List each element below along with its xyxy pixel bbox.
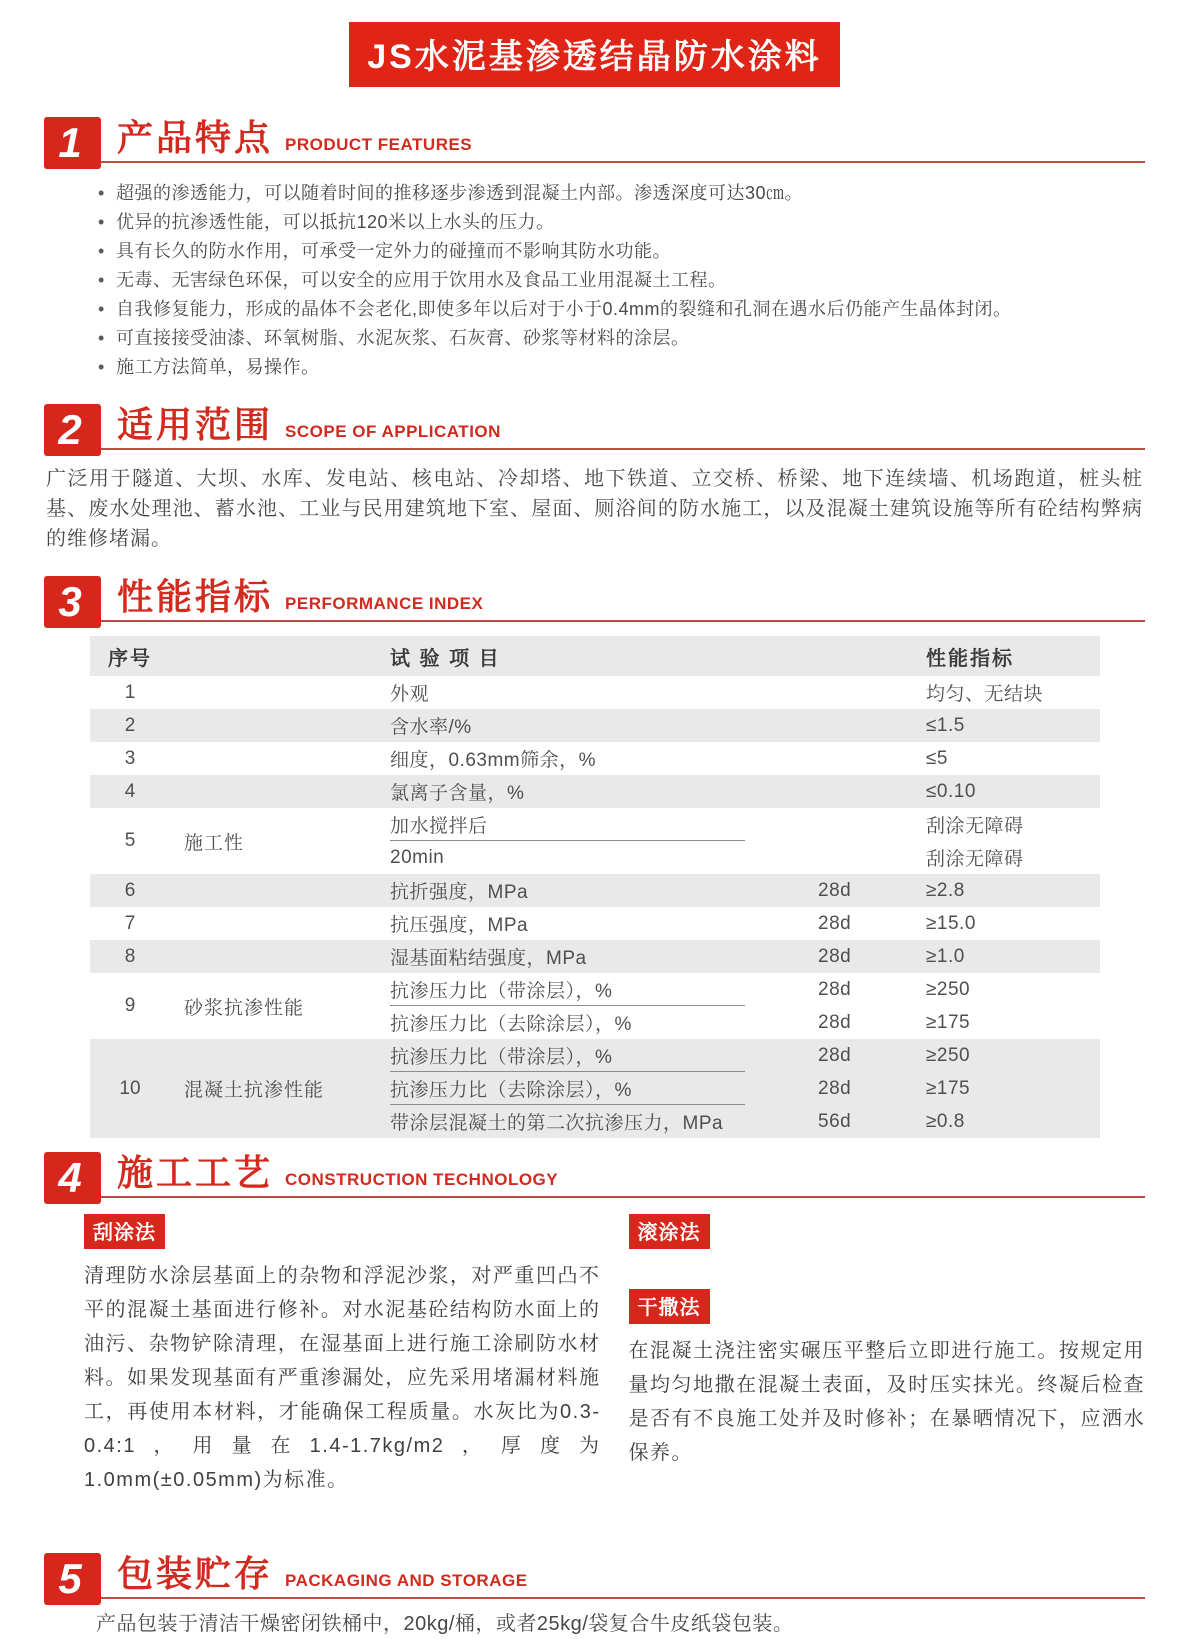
section-header-packaging — [44, 1553, 1145, 1602]
table-subrow — [360, 1072, 1100, 1105]
section-title-row — [101, 1152, 1145, 1198]
section-title-row — [101, 404, 1145, 450]
section-subtitle: PRODUCT FEATURES — [285, 135, 473, 154]
cell-test-item: 加水搅拌后 — [360, 808, 800, 841]
table-subrow — [360, 841, 1100, 874]
cell-index-value: ≥250 — [926, 978, 971, 1000]
cell-test-item: 含水率/% — [390, 717, 472, 738]
section-title: 包装贮存 — [117, 1553, 274, 1594]
section-subtitle: PERFORMANCE INDEX — [285, 594, 484, 613]
cell-age — [800, 808, 900, 841]
feature-item: • 可直接接受油漆、环氧树脂、水泥灰浆、石灰膏、砂浆等材料的涂层。 — [96, 324, 1145, 353]
table-row — [90, 874, 1100, 907]
table-subrow — [360, 1105, 1100, 1138]
performance-table-body — [90, 676, 1100, 1138]
cell-index-value: 均匀、无结块 — [926, 684, 1044, 705]
page-title: JS水泥基渗透结晶防水涂料 — [349, 22, 840, 87]
section-number-badge: 5 — [44, 1553, 101, 1605]
row-lines — [360, 874, 1100, 907]
cell-test-item: 抗渗压力比（去除涂层），% — [390, 1014, 632, 1035]
method-description: 在混凝土浇注密实碾压平整后立即进行施工。按规定用量均匀地撒在混凝土表面，及时压实抹光。终凝后检查是否有不良施工处并及时修补；在暴晒情况下，应洒水保养。 — [628, 1340, 1145, 1464]
section-title: 性能指标 — [117, 576, 274, 617]
table-subrow — [360, 940, 1100, 973]
cell-index-value: ≥0.8 — [926, 1110, 965, 1132]
cell-row-number: 2 — [124, 714, 136, 736]
cell-age: 56d — [818, 1110, 852, 1132]
cell-age: 28d — [818, 1044, 852, 1066]
table-row — [90, 940, 1100, 973]
feature-item: • 优异的抗渗透性能，可以抵抗120米以上水头的压力。 — [96, 208, 1145, 237]
table-row — [90, 742, 1100, 775]
section-header-performance — [44, 576, 1145, 625]
table-subrow — [360, 1006, 1100, 1039]
cell-row-number: 10 — [119, 1077, 141, 1099]
method-roll — [629, 1214, 1146, 1249]
cell-test-item: 抗折强度，MPa — [390, 882, 529, 903]
cell-age: 28d — [818, 879, 852, 901]
row-lines — [360, 709, 1100, 742]
cell-test-item: 抗渗压力比（带涂层），% — [360, 973, 800, 1006]
method-badge: 刮涂法 — [84, 1214, 165, 1249]
section-number-badge: 1 — [44, 117, 101, 169]
section-number-badge: 2 — [44, 404, 101, 456]
cell-test-item: 抗渗压力比（带涂层），% — [360, 1039, 800, 1072]
section-subtitle: CONSTRUCTION TECHNOLOGY — [285, 1170, 559, 1189]
section-title-row — [101, 117, 1145, 163]
cell-test-item: 外观 — [390, 684, 430, 705]
construction-columns — [84, 1214, 1145, 1537]
table-row — [90, 676, 1100, 709]
cell-row-number: 3 — [124, 747, 136, 769]
row-lines — [360, 1039, 1100, 1138]
cell-age: 28d — [818, 945, 852, 967]
cell-group-label: 施工性 — [184, 832, 245, 854]
row-lines — [360, 775, 1100, 808]
row-lines — [360, 676, 1100, 709]
row-lines — [360, 940, 1100, 973]
section-subtitle: SCOPE OF APPLICATION — [285, 422, 501, 441]
section-header-construction — [44, 1152, 1145, 1201]
cell-row-number: 4 — [124, 780, 136, 802]
section-number-badge: 4 — [44, 1152, 101, 1204]
cell-age — [800, 775, 900, 808]
cell-index-value: ≥1.0 — [926, 945, 965, 967]
section-title: 适用范围 — [117, 404, 274, 445]
header-no: 序号 — [108, 647, 152, 670]
table-subrow — [360, 676, 1100, 709]
packaging-paragraph: 产品包装于清洁干燥密闭铁桶中，20kg/桶，或者25kg/袋复合牛皮纸袋包装。 — [96, 1613, 794, 1635]
section-header-scope — [44, 404, 1145, 453]
cell-age — [800, 841, 900, 874]
cell-row-number: 8 — [124, 945, 136, 967]
product-datasheet — [0, 22, 1189, 1635]
cell-group-label: 砂浆抗渗性能 — [184, 997, 305, 1019]
table-row — [90, 1039, 1100, 1138]
table-row — [90, 808, 1100, 874]
table-subrow — [360, 742, 1100, 775]
table-subrow — [360, 808, 1100, 841]
cell-age: 28d — [818, 1011, 852, 1033]
cell-age — [800, 742, 900, 775]
cell-index-value: ≥175 — [926, 1077, 971, 1099]
cell-index-value: ≤5 — [926, 747, 948, 769]
method-dry-sprinkle — [629, 1289, 1146, 1470]
section-header-features — [44, 117, 1145, 166]
row-lines — [360, 973, 1100, 1039]
cell-age — [800, 709, 900, 742]
section-title-row — [101, 1553, 1145, 1599]
construction-left-column — [84, 1214, 601, 1537]
cell-row-number: 1 — [124, 681, 136, 703]
cell-row-number: 7 — [124, 912, 136, 934]
cell-test-item: 细度，0.63mm筛余，% — [390, 750, 597, 771]
cell-index-value: ≥15.0 — [926, 912, 976, 934]
row-lines — [360, 808, 1100, 874]
cell-index-value: ≥175 — [926, 1011, 971, 1033]
cell-row-number: 9 — [124, 995, 136, 1016]
cell-index-value: ≥250 — [926, 1044, 971, 1066]
row-lines — [360, 742, 1100, 775]
feature-item: • 超强的渗透能力，可以随着时间的推移逐步渗透到混凝土内部。渗透深度可达30㎝。 — [96, 179, 1145, 208]
feature-item: • 自我修复能力，形成的晶体不会老化,即使多年以后对于小于0.4mm的裂缝和孔洞在遇水后仍能产生晶体封闭。 — [96, 295, 1145, 324]
section-number-badge: 3 — [44, 576, 101, 628]
features-list — [96, 179, 1145, 382]
table-subrow — [360, 907, 1100, 940]
method-badge: 滚涂法 — [629, 1214, 710, 1249]
performance-table — [90, 636, 1100, 1138]
cell-age — [800, 676, 900, 709]
cell-index-value: 刮涂无障碍 — [926, 849, 1024, 870]
row-lines — [360, 907, 1100, 940]
cell-test-item: 抗压强度，MPa — [390, 915, 529, 936]
table-row — [90, 709, 1100, 742]
table-subrow — [360, 1039, 1100, 1072]
table-subrow — [360, 709, 1100, 742]
header-test-item: 试 验 项 目 — [390, 647, 501, 670]
cell-index-value: ≥2.8 — [926, 879, 965, 901]
header-age-spacer — [800, 636, 900, 676]
header-index: 性能指标 — [926, 647, 1014, 670]
table-subrow — [360, 973, 1100, 1006]
section-title: 产品特点 — [117, 117, 274, 158]
feature-item: • 具有长久的防水作用，可承受一定外力的碰撞而不影响其防水功能。 — [96, 237, 1145, 266]
cell-group-label: 混凝土抗渗性能 — [184, 1080, 325, 1101]
table-header-row — [90, 636, 1100, 676]
scope-paragraph: 广泛用于隧道、大坝、水库、发电站、核电站、冷却塔、地下铁道、立交桥、桥梁、地下连续墙、机场跑道，桩头桩基、废水处理池、蓄水池、工业与民用建筑地下室、屋面、厕浴间的防水施工，以及混凝土建筑设施等所有砼结构弊病的维修堵漏。 — [46, 468, 1143, 550]
method-scrape — [84, 1214, 601, 1497]
cell-test-item: 湿基面粘结强度，MPa — [390, 948, 587, 969]
cell-index-value: ≤0.10 — [926, 780, 976, 802]
table-row — [90, 907, 1100, 940]
feature-item: • 无毒、无害绿色环保，可以安全的应用于饮用水及食品工业用混凝土工程。 — [96, 266, 1145, 295]
cell-test-item: 抗渗压力比（去除涂层），% — [360, 1072, 800, 1105]
cell-test-item: 20min — [390, 846, 445, 868]
cell-row-number: 5 — [124, 830, 136, 851]
table-row — [90, 775, 1100, 808]
section-title-row — [101, 576, 1145, 622]
construction-right-column — [629, 1214, 1146, 1537]
section-subtitle: PACKAGING AND STORAGE — [285, 1571, 528, 1590]
cell-index-value: ≤1.5 — [926, 714, 965, 736]
cell-test-item: 氯离子含量，% — [390, 783, 525, 804]
cell-age: 28d — [818, 978, 852, 1000]
table-subrow — [360, 874, 1100, 907]
method-badge: 干撒法 — [629, 1289, 710, 1324]
section-title: 施工工艺 — [117, 1152, 274, 1193]
feature-item: • 施工方法简单，易操作。 — [96, 353, 1145, 382]
cell-age: 28d — [818, 1077, 852, 1099]
cell-age: 28d — [818, 912, 852, 934]
cell-index-value: 刮涂无障碍 — [926, 816, 1024, 837]
method-description: 清理防水涂层基面上的杂物和浮泥沙浆，对严重凹凸不平的混凝土基面进行修补。对水泥基砼结构防水面上的油污、杂物铲除清理，在湿基面上进行施工涂刷防水材料。如果发现基面有严重渗漏处，应先采用堵漏材料施工，再使用本材料，才能确保工程质量。水灰比为0.3-0.4:1，用量在1.4-1.7kg/m2，厚度为1.0mm(±0.05mm)为标准。 — [84, 1265, 601, 1491]
cell-test-item: 带涂层混凝土的第二次抗渗压力，MPa — [390, 1113, 724, 1134]
cell-row-number: 6 — [124, 879, 136, 901]
table-subrow — [360, 775, 1100, 808]
table-row — [90, 973, 1100, 1039]
